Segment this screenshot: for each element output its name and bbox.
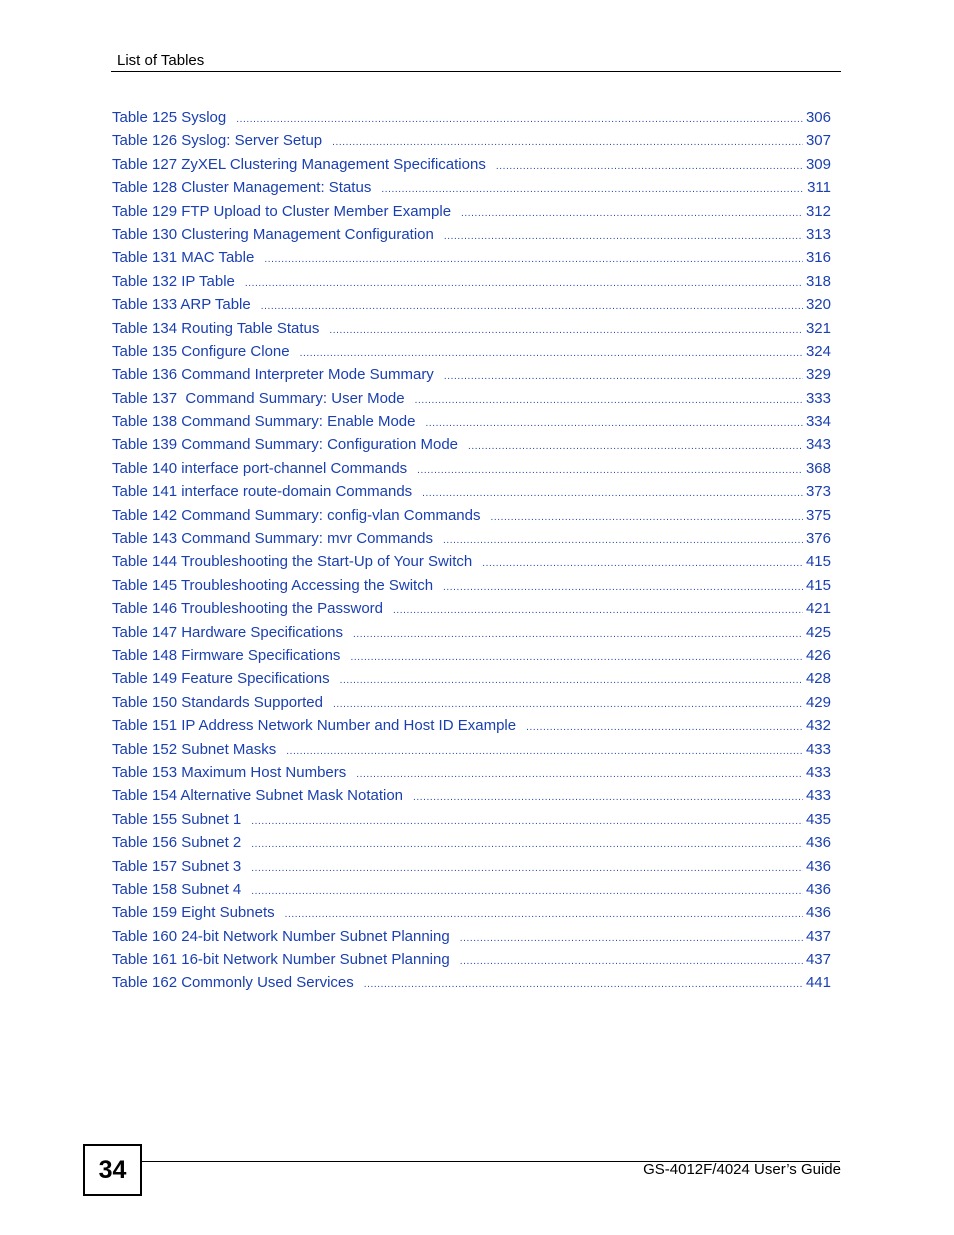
toc-entry-page[interactable]: 437	[805, 951, 831, 969]
toc-entry[interactable]	[112, 574, 831, 597]
dot-leader	[285, 903, 803, 926]
toc-entry-label[interactable]: Table 160 24-bit Network Number Subnet Planning	[112, 927, 450, 945]
toc-entry-page[interactable]: 307	[805, 132, 831, 150]
dot-leader	[264, 248, 803, 271]
toc-entry-label[interactable]: Table 143 Command Summary: mvr Commands	[112, 530, 433, 548]
toc-entry[interactable]	[112, 925, 831, 948]
toc-entry[interactable]	[112, 597, 831, 620]
toc-entry-page[interactable]: 436	[805, 880, 831, 898]
list-of-tables	[112, 106, 831, 995]
footer-guide-title: GS-4012F/4024 User’s Guide	[643, 1161, 841, 1178]
toc-entry[interactable]	[112, 784, 831, 807]
dot-leader	[443, 576, 803, 599]
page-number: 34	[98, 1155, 127, 1184]
toc-entry[interactable]	[112, 504, 831, 527]
toc-entry-page[interactable]: 324	[805, 342, 831, 360]
toc-entry[interactable]	[112, 971, 831, 994]
toc-entry-label[interactable]: Table 132 IP Table	[112, 272, 235, 290]
toc-entry[interactable]	[112, 223, 831, 246]
toc-entry-label[interactable]: Table 135 Configure Clone	[112, 342, 290, 360]
toc-entry-label[interactable]: Table 134 Routing Table Status	[112, 319, 320, 337]
toc-entry[interactable]	[112, 901, 831, 924]
toc-entry[interactable]	[112, 714, 831, 737]
toc-entry-label[interactable]: Table 128 Cluster Management: Status	[112, 179, 372, 197]
toc-entry[interactable]	[112, 176, 831, 199]
toc-entry[interactable]	[112, 433, 831, 456]
toc-entry[interactable]	[112, 738, 831, 761]
dot-leader	[350, 646, 803, 669]
dot-leader	[251, 833, 803, 856]
toc-entry[interactable]	[112, 293, 831, 316]
toc-entry-label[interactable]: Table 142 Command Summary: config-vlan Commands	[112, 506, 481, 524]
toc-entry-label[interactable]: Table 150 Standards Supported	[112, 693, 323, 711]
dot-leader	[333, 693, 803, 716]
dot-leader	[353, 623, 803, 646]
toc-entry-label[interactable]: Table 152 Subnet Masks	[112, 740, 277, 758]
dot-leader	[482, 552, 803, 575]
toc-entry-page[interactable]: 428	[805, 670, 831, 688]
toc-entry[interactable]	[112, 667, 831, 690]
dot-leader	[251, 880, 803, 903]
toc-entry-label[interactable]: Table 155 Subnet 1	[112, 810, 242, 828]
dot-leader	[356, 763, 803, 786]
dot-leader	[460, 950, 803, 973]
toc-entry-page[interactable]: 321	[805, 319, 831, 337]
dot-leader	[286, 740, 803, 763]
toc-entry-label[interactable]: Table 149 Feature Specifications	[112, 670, 330, 688]
toc-entry-label[interactable]: Table 156 Subnet 2	[112, 834, 242, 852]
toc-entry[interactable]	[112, 808, 831, 831]
toc-entry-label[interactable]: Table 127 ZyXEL Clustering Management Specifications	[112, 155, 486, 173]
dot-leader	[443, 529, 803, 552]
dot-leader	[413, 786, 803, 809]
toc-entry-label[interactable]: Table 139 Command Summary: Configuration Mode	[112, 436, 459, 454]
toc-entry[interactable]	[112, 855, 831, 878]
toc-entry-label[interactable]: Table 131 MAC Table	[112, 249, 255, 267]
dot-leader	[444, 225, 803, 248]
dot-leader	[526, 716, 803, 739]
toc-entry[interactable]	[112, 878, 831, 901]
dot-leader	[415, 389, 803, 412]
toc-entry[interactable]	[112, 948, 831, 971]
toc-entry-page[interactable]: 433	[805, 740, 831, 758]
toc-entry-page[interactable]: 436	[805, 834, 831, 852]
toc-entry-page[interactable]: 343	[805, 436, 831, 454]
toc-entry-page[interactable]: 306	[805, 109, 831, 126]
page-number-box	[83, 1144, 142, 1196]
dot-leader	[444, 365, 803, 388]
toc-entry[interactable]	[112, 691, 831, 714]
toc-entry-page[interactable]: 436	[805, 904, 831, 922]
toc-entry-page[interactable]: 426	[805, 646, 831, 664]
dot-leader	[364, 973, 803, 996]
toc-entry-page[interactable]: 429	[805, 693, 831, 711]
dot-leader	[245, 272, 803, 295]
toc-entry[interactable]	[112, 644, 831, 667]
toc-entry-label[interactable]: Table 125 Syslog	[112, 109, 227, 126]
dot-leader	[381, 178, 804, 201]
toc-entry-label[interactable]: Table 146 Troubleshooting the Password	[112, 600, 384, 618]
dot-leader	[496, 155, 803, 178]
toc-entry-label[interactable]: Table 133 ARP Table	[112, 296, 251, 314]
toc-entry-page[interactable]: 316	[805, 249, 831, 267]
toc-entry[interactable]	[112, 363, 831, 386]
toc-entry-label[interactable]: Table 158 Subnet 4	[112, 880, 242, 898]
toc-entry-page[interactable]: 375	[805, 506, 831, 524]
toc-entry-page[interactable]: 309	[805, 155, 831, 173]
toc-entry-label[interactable]: Table 148 Firmware Specifications	[112, 646, 341, 664]
toc-entry-label[interactable]: Table 159 Eight Subnets	[112, 904, 275, 922]
toc-entry[interactable]	[112, 106, 831, 129]
toc-entry-page[interactable]: 433	[805, 787, 831, 805]
dot-leader	[236, 108, 803, 131]
toc-entry-page[interactable]: 376	[805, 530, 831, 548]
toc-entry-label[interactable]: Table 140 interface port-channel Commands	[112, 459, 408, 477]
toc-entry-label[interactable]: Table 161 16-bit Network Number Subnet Planning	[112, 951, 450, 969]
toc-entry-page[interactable]: 329	[805, 366, 831, 384]
header-divider	[111, 71, 841, 72]
running-header-title: List of Tables	[117, 52, 205, 69]
toc-entry-label[interactable]: Table 162 Commonly Used Services	[112, 974, 354, 992]
toc-entry-label[interactable]: Table 151 IP Address Network Number and Host ID Example	[112, 717, 517, 735]
toc-entry-page[interactable]: 313	[805, 225, 831, 243]
toc-entry[interactable]	[112, 246, 831, 269]
toc-entry-page[interactable]: 368	[805, 459, 831, 477]
toc-entry-label[interactable]: Table 136 Command Interpreter Mode Summary	[112, 366, 434, 384]
toc-entry[interactable]	[112, 200, 831, 223]
toc-entry-page[interactable]: 421	[805, 600, 831, 618]
toc-entry-page[interactable]: 318	[805, 272, 831, 290]
toc-entry[interactable]	[112, 831, 831, 854]
dot-leader	[340, 669, 803, 692]
dot-leader	[329, 319, 803, 342]
toc-entry[interactable]	[112, 317, 831, 340]
toc-entry-page[interactable]: 425	[805, 623, 831, 641]
toc-entry[interactable]	[112, 340, 831, 363]
toc-entry[interactable]	[112, 621, 831, 644]
toc-entry-label[interactable]: Table 154 Alternative Subnet Mask Notation	[112, 787, 404, 805]
toc-entry[interactable]	[112, 129, 831, 152]
toc-entry-page[interactable]: 415	[805, 576, 831, 594]
toc-entry-label[interactable]: Table 153 Maximum Host Numbers	[112, 763, 347, 781]
toc-entry[interactable]	[112, 457, 831, 480]
toc-entry-page[interactable]: 433	[805, 763, 831, 781]
dot-leader	[417, 459, 803, 482]
toc-entry-page[interactable]: 436	[805, 857, 831, 875]
dot-leader	[422, 482, 803, 505]
toc-entry-page[interactable]: 437	[805, 927, 831, 945]
toc-entry-label[interactable]: Table 129 FTP Upload to Cluster Member Example	[112, 202, 452, 220]
dot-leader	[332, 131, 803, 154]
toc-entry-page[interactable]: 432	[805, 717, 831, 735]
dot-leader	[393, 599, 803, 622]
dot-leader	[460, 927, 803, 950]
dot-leader	[426, 412, 803, 435]
toc-entry-label[interactable]: Table 141 interface route-domain Commands	[112, 483, 413, 501]
dot-leader	[300, 342, 803, 365]
toc-entry[interactable]	[112, 410, 831, 433]
toc-entry-label[interactable]: Table 147 Hardware Specifications	[112, 623, 343, 641]
toc-entry-label[interactable]: Table 144 Troubleshooting the Start-Up of Your Switch	[112, 553, 473, 571]
toc-entry-page[interactable]: 334	[805, 413, 831, 431]
toc-entry[interactable]	[112, 480, 831, 503]
dot-leader	[468, 435, 803, 458]
toc-entry[interactable]	[112, 153, 831, 176]
toc-entry-page[interactable]: 373	[805, 483, 831, 501]
dot-leader	[261, 295, 803, 318]
toc-entry-page[interactable]: 435	[805, 810, 831, 828]
dot-leader	[251, 810, 803, 833]
toc-entry[interactable]	[112, 550, 831, 573]
toc-entry-page[interactable]: 333	[805, 389, 831, 407]
toc-entry[interactable]	[112, 387, 831, 410]
toc-entry[interactable]	[112, 761, 831, 784]
toc-entry[interactable]	[112, 270, 831, 293]
toc-entry-label[interactable]: Table 138 Command Summary: Enable Mode	[112, 413, 416, 431]
toc-entry-page[interactable]: 311	[807, 179, 831, 197]
toc-entry-page[interactable]: 415	[805, 553, 831, 571]
toc-entry-label[interactable]: Table 126 Syslog: Server Setup	[112, 132, 323, 150]
toc-entry-label[interactable]: Table 157 Subnet 3	[112, 857, 242, 875]
toc-entry-page[interactable]: 312	[805, 202, 831, 220]
toc-entry[interactable]	[112, 527, 831, 550]
toc-entry-label[interactable]: Table 137 Command Summary: User Mode	[112, 389, 405, 407]
dot-leader	[251, 857, 803, 880]
dot-leader	[461, 202, 803, 225]
toc-entry-page[interactable]: 441	[805, 974, 831, 992]
toc-entry-label[interactable]: Table 145 Troubleshooting Accessing the Switch	[112, 576, 434, 594]
toc-entry-label[interactable]: Table 130 Clustering Management Configuration	[112, 225, 434, 243]
toc-entry-page[interactable]: 320	[805, 296, 831, 314]
dot-leader	[491, 506, 803, 529]
